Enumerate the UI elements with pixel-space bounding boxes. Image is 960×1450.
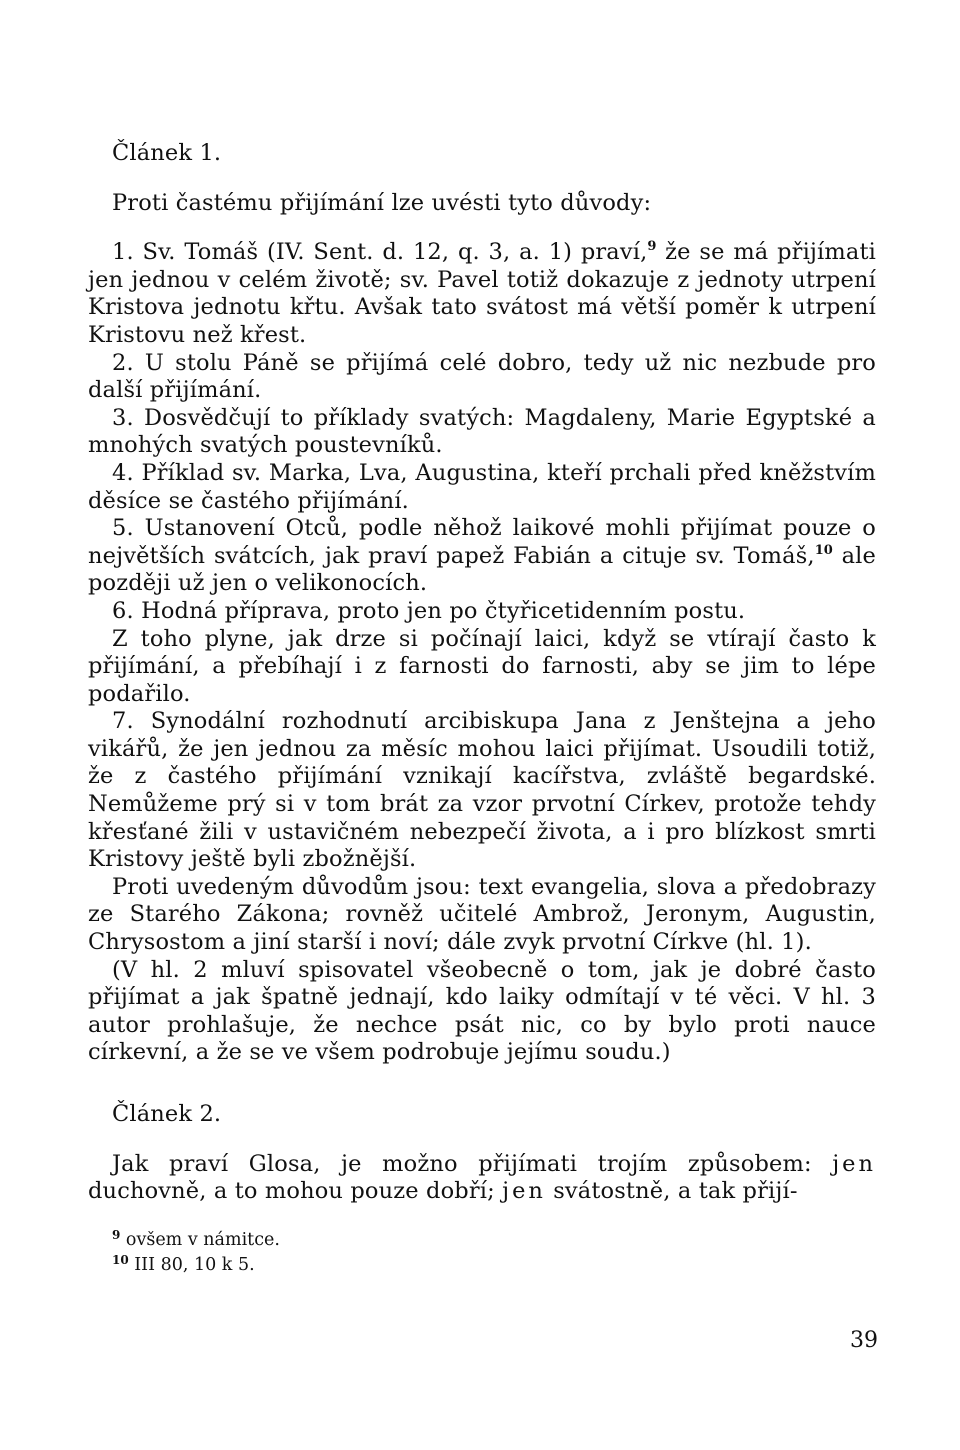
footnotes	[112, 1228, 712, 1278]
page-number: 39	[850, 1328, 878, 1353]
article-1-heading: Článek 1.	[112, 140, 222, 166]
paragraph-1-text-b: že se má přijímati jen jednou v celém životě; sv. Pavel totiž dokazuje z jednoty utrpení Kristova jednotu křtu. Avšak tato svátost má větší poměr k utrpení Kristovu než křest.	[88, 239, 876, 348]
paragraph-1	[88, 239, 876, 349]
paragraph-counter: Proti uvedeným důvodům jsou: text evangelia, slova a předobrazy ze Starého Zákona; rovněž učitelé Ambrož, Jeronym, Augustin, Chrysostom a jiní starší i noví; dále zvyk prvotní Církve (hl. 1).	[88, 873, 876, 956]
paragraph-5	[88, 515, 876, 598]
paragraph-2: 2. U stolu Páně se přijímá celé dobro, tedy už nic nezbude pro další přijímání.	[88, 349, 876, 404]
paragraph-summary: (V hl. 2 mluví spisovatel všeobecně o tom, jak je dobré často přijímat a jak špatně jednají, kdo laiky odmítají v té věci. V hl. 3 autor prohlašuje, že nechce psát nic, co by bylo proti nauce církevní, a že se ve všem podrobuje jejímu soudu.)	[88, 956, 876, 1066]
footnote-10	[112, 1253, 712, 1278]
footnote-9	[112, 1228, 712, 1253]
paragraph-1-text-a: 1. Sv. Tomáš (IV. Sent. d. 12, q. 3, a. 1) praví,	[112, 239, 648, 266]
paragraph-3: 3. Dosvědčují to příklady svatých: Magdaleny, Marie Egyptské a mnohých svatých poustevníků.	[88, 404, 876, 459]
footnote-10-text: III 80, 10 k 5.	[128, 1255, 255, 1275]
article-2-heading: Článek 2.	[112, 1101, 222, 1127]
footnote-10-number: 10	[112, 1253, 129, 1267]
paragraph-5-text-a: 5. Ustanovení Otců, podle něhož laikové mohli přijímat pouze o největších svátcích, jak praví papež Fabián a cituje sv. Tomáš,	[88, 515, 876, 569]
article-2-text-a: Jak praví Glosa, je možno přijímati trojím způsobem:	[112, 1150, 833, 1177]
footnote-ref-10[interactable]: 10	[814, 542, 833, 558]
footnote-9-number: 9	[112, 1228, 121, 1242]
article-2-text-b: duchovně, a to mohou pouze dobří;	[88, 1178, 503, 1205]
article-2-paragraph	[88, 1151, 876, 1206]
article-2-emphasis-1: jen	[832, 1150, 876, 1177]
paragraph-7: 7. Synodální rozhodnutí arcibiskupa Jana z Jenštejna a jeho vikářů, že jen jednou za měsíc mohou laici přijímat. Usoudili totiž, že z častého přijímání vznikají kacířstva, zvláště begardské. Nemůžeme prý si v tom brát za vzor prvotní Církev, protože tehdy křesťané žili v ustavičném nebezpečí života, a i pro blízkost smrti Kristovy ještě byli zbožnější.	[88, 708, 876, 873]
paragraph-6-conclusion: Z toho plyne, jak drze si počínají laici, když se vtírají často k přijímání, a přebíhají i z farnosti do farnosti, aby se jim to lépe podařilo.	[88, 625, 876, 707]
paragraph-4: 4. Příklad sv. Marka, Lva, Augustina, kteří prchali před kněžstvím děsíce se častého přijímání.	[88, 459, 876, 514]
article-2-text-c: svátostně, a tak přijí-	[545, 1178, 798, 1205]
paragraph-5-text-b: ale později už jen o velikonocích.	[88, 542, 876, 597]
paragraph-6: 6. Hodná příprava, proto jen po čtyřicetidenním postu.	[112, 597, 746, 624]
page-body	[88, 140, 876, 1206]
article-1-intro: Proti častému přijímání lze uvésti tyto důvody:	[112, 189, 652, 216]
footnote-ref-9[interactable]: 9	[647, 239, 657, 255]
footnote-9-text: ovšem v námitce.	[120, 1230, 280, 1250]
article-2-emphasis-2: jen	[502, 1178, 546, 1205]
